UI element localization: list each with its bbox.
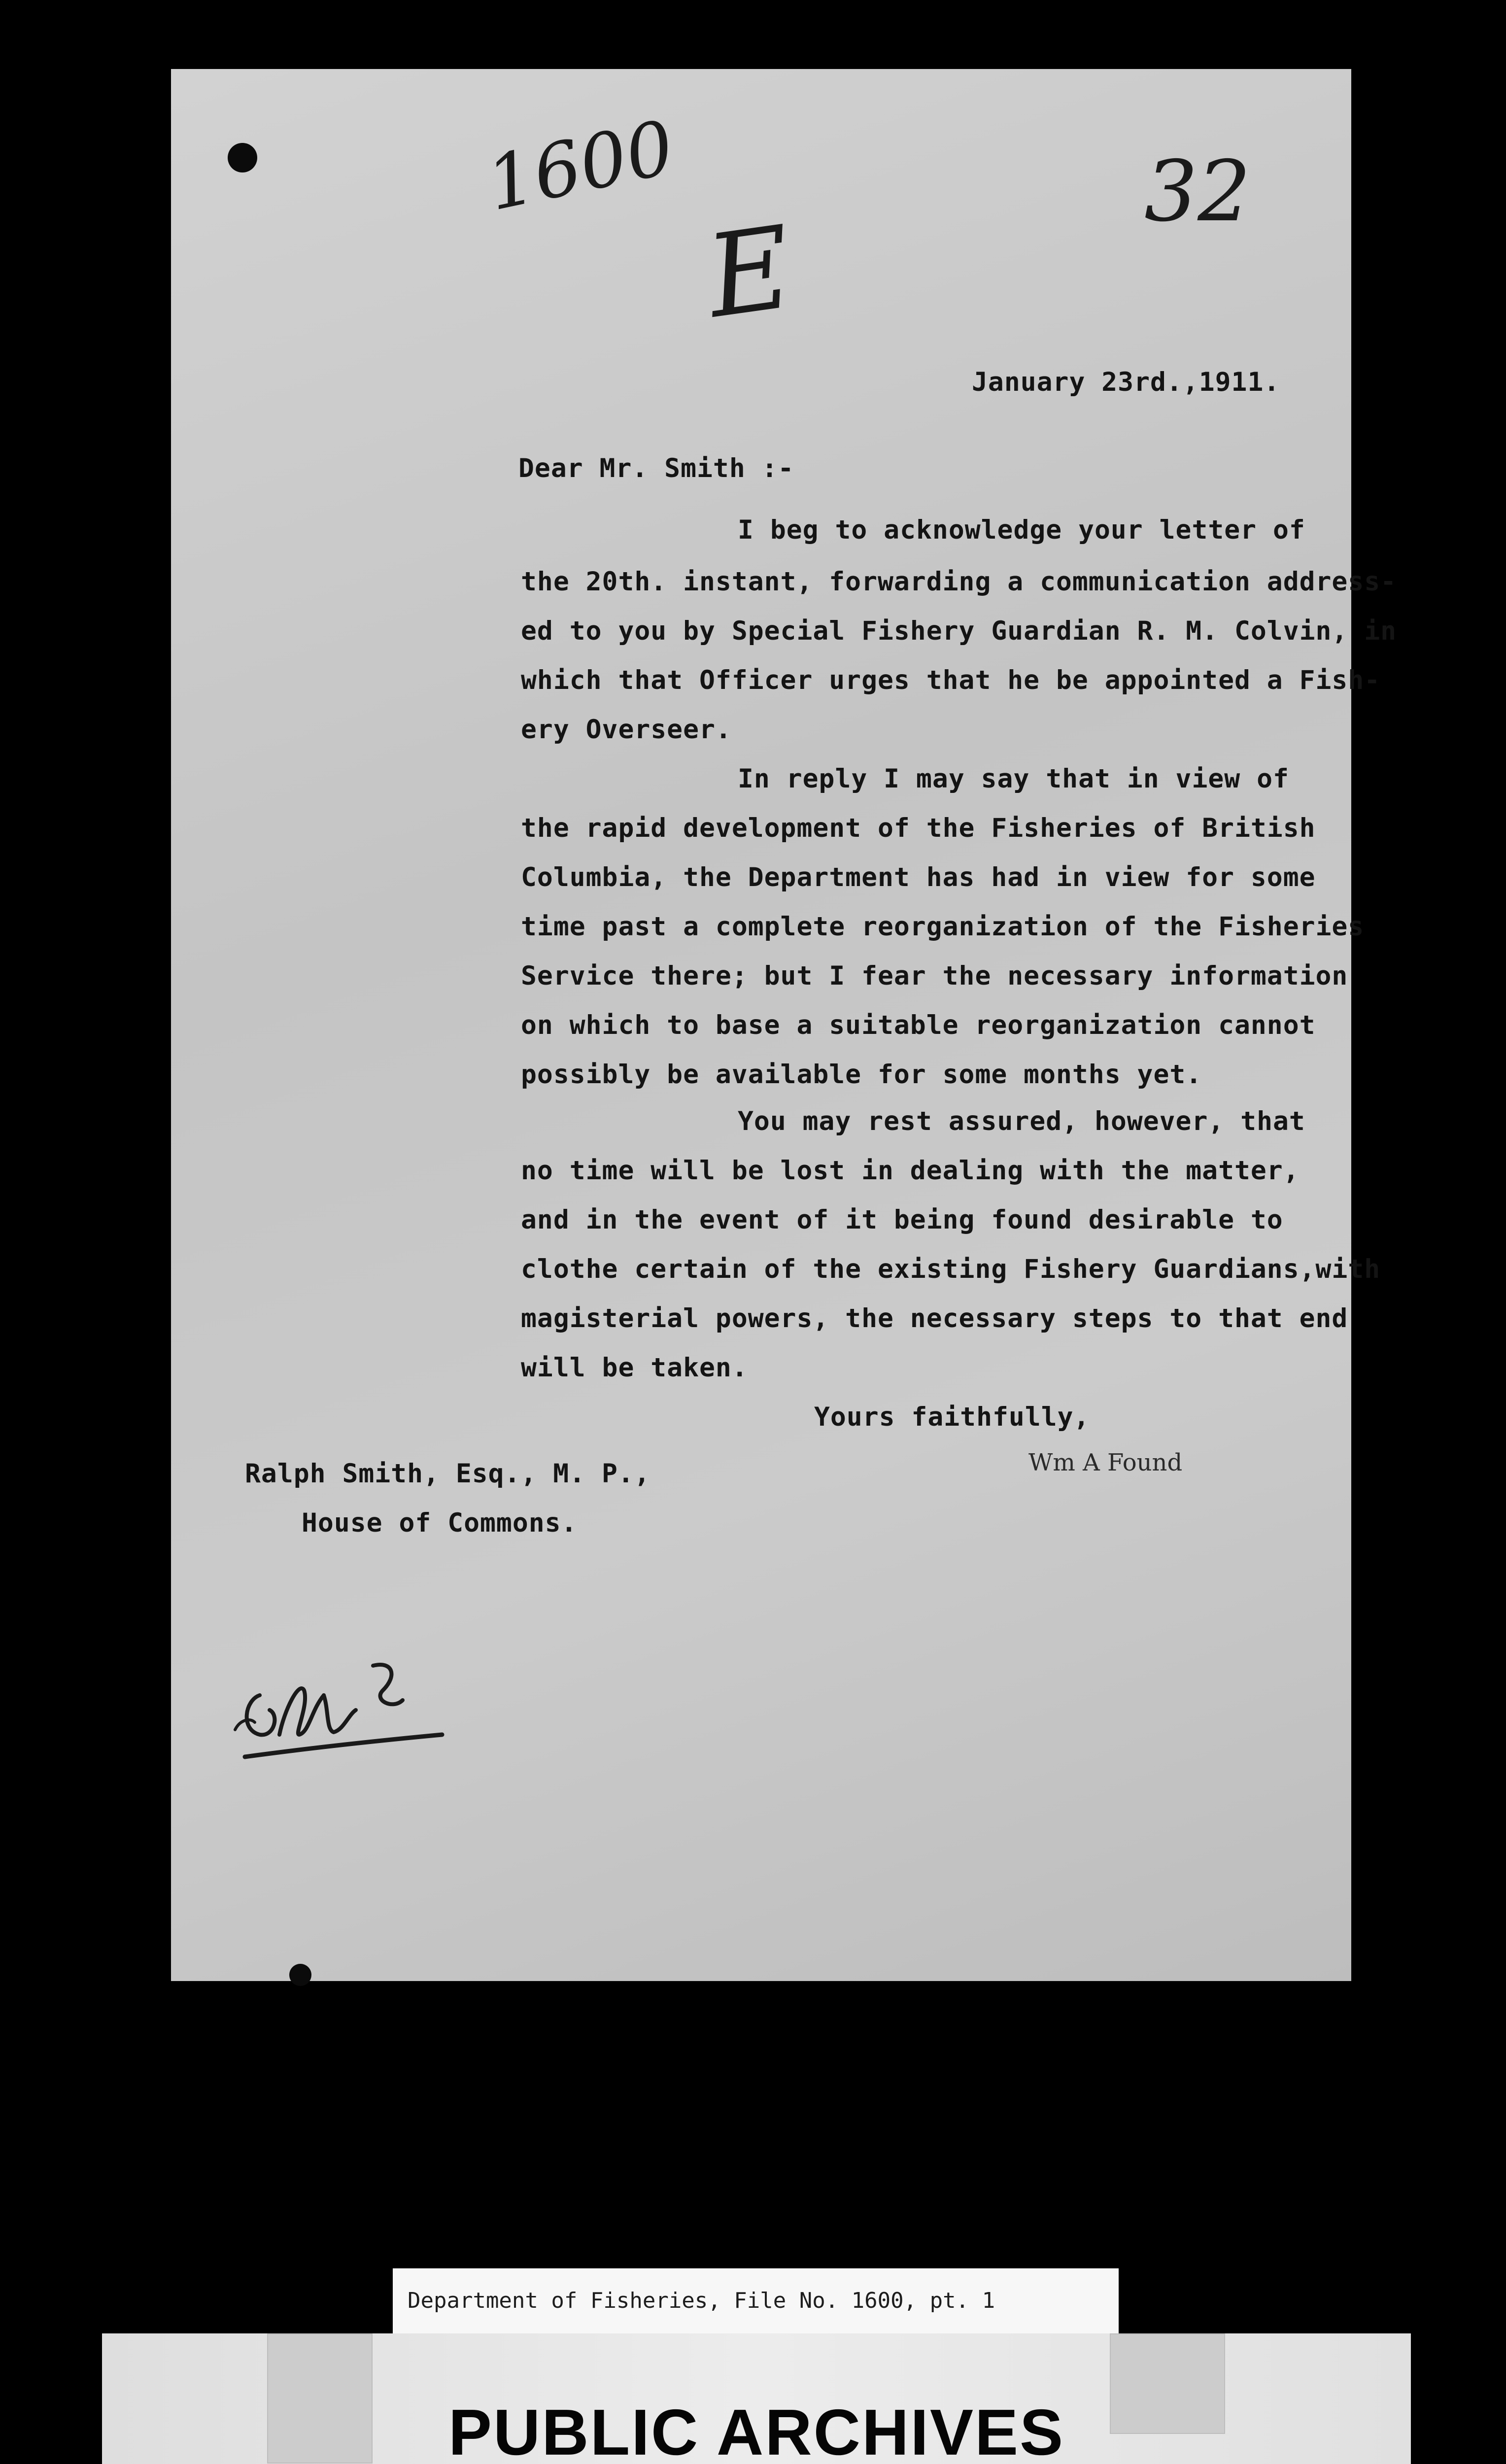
body-line: I beg to acknowledge your letter of: [738, 515, 1305, 545]
body-line: Columbia, the Department has had in view for some: [521, 862, 1316, 892]
body-line: the 20th. instant, forwarding a communication address-: [521, 567, 1397, 597]
punch-hole-top: [228, 143, 257, 172]
body-line: on which to base a suitable reorganization cannot: [521, 1010, 1316, 1040]
body-line: Service there; but I fear the necessary information: [521, 961, 1348, 991]
handwritten-file-number: 1600: [479, 104, 682, 228]
punch-hole-bottom: [289, 1964, 311, 1986]
addressee-name: Ralph Smith, Esq., M. P.,: [245, 1459, 650, 1489]
body-line: and in the event of it being found desirable to: [521, 1205, 1283, 1235]
body-line: magisterial powers, the necessary steps to that end: [521, 1303, 1348, 1334]
body-line: ery Overseer.: [521, 715, 732, 745]
body-line: possibly be available for some months yet.: [521, 1060, 1202, 1090]
handwritten-page-number: 32: [1144, 143, 1251, 240]
letter-page: [171, 69, 1397, 1981]
body-line: You may rest assured, however, that: [738, 1106, 1305, 1136]
handwritten-initials: [225, 1636, 452, 1784]
body-line: ed to you by Special Fishery Guardian R. M. Colvin, in: [521, 616, 1397, 646]
stamp-line-english: PUBLIC ARCHIVES: [448, 2396, 1065, 2464]
body-line: clothe certain of the existing Fishery Guardians,with: [521, 1254, 1381, 1284]
body-line: In reply I may say that in view of: [738, 764, 1289, 794]
body-line: the rapid development of the Fisheries of British: [521, 813, 1316, 843]
archive-caption: [393, 2268, 1119, 2333]
caption-text: Department of Fisheries, File No. 1600, pt. 1: [408, 2288, 995, 2313]
closing: Yours faithfully,: [814, 1402, 1090, 1432]
salutation: Dear Mr. Smith :-: [518, 453, 794, 483]
body-line: time past a complete reorganization of the Fisheries: [521, 912, 1365, 942]
handwritten-mark: E: [699, 202, 800, 344]
body-line: which that Officer urges that he be appointed a Fish-: [521, 665, 1381, 695]
body-line: will be taken.: [521, 1353, 748, 1383]
signature-typed: Wm A Found: [1028, 1449, 1183, 1476]
letter-date: January 23rd.,1911.: [972, 367, 1280, 397]
archives-stamp: [102, 2333, 1411, 2464]
body-line: no time will be lost in dealing with the matter,: [521, 1156, 1300, 1186]
addressee-place: House of Commons.: [302, 1508, 578, 1538]
